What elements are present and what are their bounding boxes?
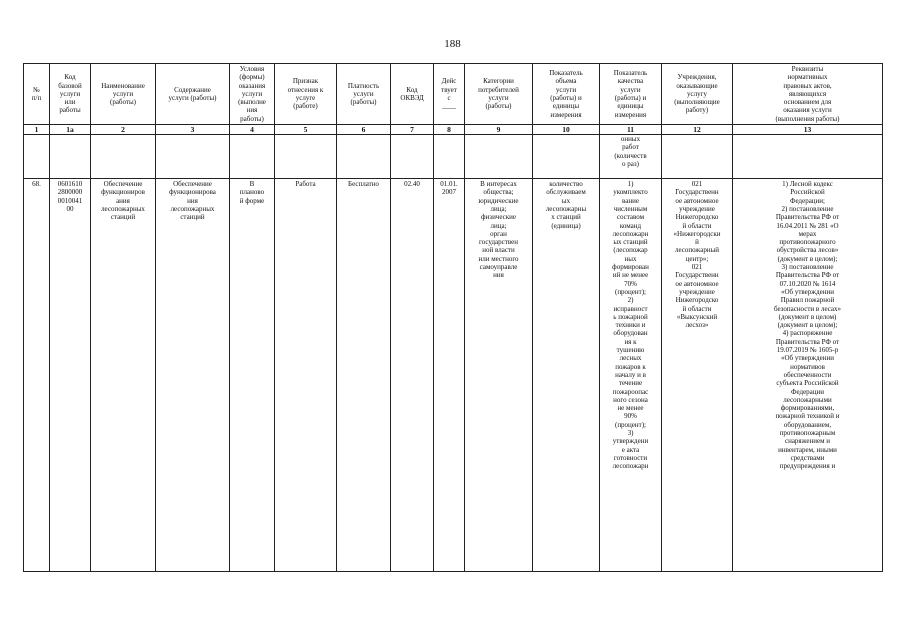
column-number: 2	[91, 125, 156, 135]
column-number: 7	[391, 125, 434, 135]
column-number: 11	[600, 125, 662, 135]
continuation-row	[24, 135, 883, 179]
column-number: 9	[465, 125, 533, 135]
row-valid-from-cell: 01.01. 2007	[434, 179, 465, 572]
column-number: 13	[733, 125, 883, 135]
row-legal-acts-cell: 1) Лесной кодекс Российской Федерации; 2) постановление Правительства РФ от 16.04.2011 № 281 «О мерах противопожарного обустройства лесов» (документ в целом); 3) постановление Правительства РФ от 07.10.2020 № 1614 «Об утверждении Правил пожарной безопасности в лесах» (документ в целом) (документ в целом); 4) распоряжение Правительства РФ от 19.07.2019 № 1605-р «Об утверждении нормативов обеспеченности субъекта Российской Федерации лесопожарными формированиями, пожарной техникой и оборудованием, противопожарным снаряжением и инвентарем, иными средствами предупреждения и	[733, 179, 883, 572]
header-institutions: Учреждения, оказывающие услугу (выполняющие работу)	[662, 64, 733, 125]
row-volume-cell: количество обслуживаем ых лесопожарны х станций (единица)	[533, 179, 600, 572]
row-institutions-cell: 021 Государственн ое автономное учреждение Нижегородско й области «Нижегородски й лесопожарный центр»; 021 Государственн ое автономное учреждение Нижегородско й области «Выксунский лесхоз»	[662, 179, 733, 572]
column-number-row	[24, 125, 883, 135]
table-row	[24, 179, 883, 572]
column-number: 6	[337, 125, 391, 135]
column-number: 1а	[50, 125, 91, 135]
header-consumers: Категории потребителей услуги (работы)	[465, 64, 533, 125]
header-okved: Код ОКВЭД	[391, 64, 434, 125]
row-okved-cell: 02.40	[391, 179, 434, 572]
row-consumers-cell: В интересах общества; юридические лица; физические лица; орган государствен ной власти или местного самоуправле ния	[465, 179, 533, 572]
column-number: 12	[662, 125, 733, 135]
header-volume: Показатель объема услуги (работы) и единицы измерения	[533, 64, 600, 125]
continuation-quality-cell: онных работ (количеств о раз)	[600, 135, 662, 179]
header-name: Наименование услуги (работы)	[91, 64, 156, 125]
header-legal-acts: Реквизиты нормативных правовых актов, являющихся основанием для оказания услуги (выполнения работы)	[733, 64, 883, 125]
row-quality-cell: 1) укомплекто вание численным составом команд лесопожарн ых станций (лесопожар ных формирован ий не менее 70% (процент); 2) исправност ь пожарной техники и оборудован ия к тушению лесных пожаров к началу и в течение пожароопас ного сезона не менее 90% (процент); 3) утверждени е акта готовности лесопожарн	[600, 179, 662, 572]
header-row	[24, 64, 883, 125]
services-registry-table	[23, 63, 883, 572]
column-number: 4	[230, 125, 275, 135]
header-valid-from: Дейс твует с ____	[434, 64, 465, 125]
column-number: 8	[434, 125, 465, 135]
row-payment-cell: Бесплатно	[337, 179, 391, 572]
row-conditions-cell: В планово й форме	[230, 179, 275, 572]
column-number: 3	[156, 125, 230, 135]
row-name-cell: Обеспечение функциониров ания лесопожарных станций	[91, 179, 156, 572]
row-sign-cell: Работа	[275, 179, 337, 572]
header-conditions: Условия (формы) оказания услуги (выполне ния работы)	[230, 64, 275, 125]
header-quality: Показатель качества услуги (работы) и единицы измерения	[600, 64, 662, 125]
header-sign: Признак отнесения к услуге (работе)	[275, 64, 337, 125]
header-number: № п/п	[24, 64, 50, 125]
row-code-cell: 0601610 2800000 0010041 00	[50, 179, 91, 572]
page-number: 188	[444, 38, 461, 50]
row-number-cell: 68.	[24, 179, 50, 572]
header-code: Код базовой услуги или работы	[50, 64, 91, 125]
column-number: 10	[533, 125, 600, 135]
header-payment: Платность услуги (работы)	[337, 64, 391, 125]
header-content: Содержание услуги (работы)	[156, 64, 230, 125]
column-number: 5	[275, 125, 337, 135]
row-content-cell: Обеспечение функционирова ния лесопожарных станций	[156, 179, 230, 572]
column-number: 1	[24, 125, 50, 135]
